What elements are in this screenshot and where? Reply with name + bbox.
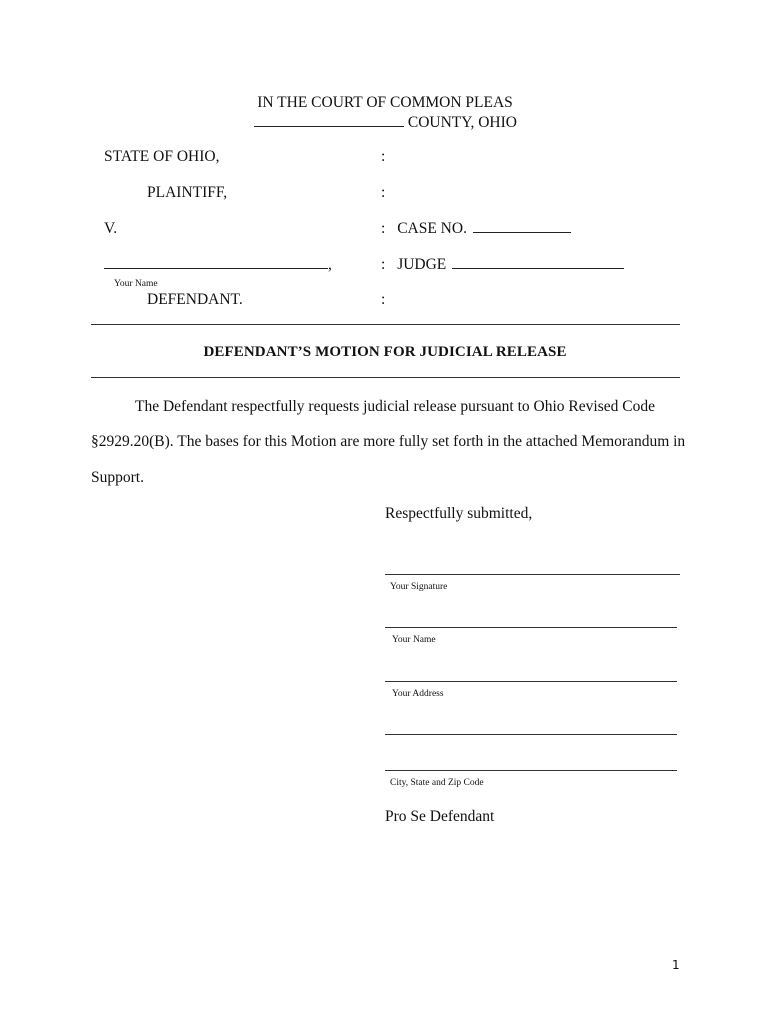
county-blank[interactable] — [254, 126, 404, 127]
judge-label: JUDGE — [397, 256, 447, 273]
caption-colon-4: : — [381, 256, 386, 273]
address-label: Your Address — [392, 689, 444, 699]
name-label: Your Name — [392, 635, 436, 645]
pro-se-label: Pro Se Defendant — [385, 808, 495, 825]
case-no-label: CASE NO. — [397, 220, 467, 237]
name-line[interactable] — [385, 627, 677, 628]
versus-label: V. — [104, 220, 118, 237]
defendant-name-line — [104, 256, 332, 274]
defendant-role: DEFENDANT. — [147, 291, 243, 308]
signature-label: Your Signature — [390, 582, 448, 592]
case-no-blank[interactable] — [473, 232, 571, 233]
county-suffix: COUNTY, OHIO — [407, 114, 517, 131]
body-line-2: §2929.20(B). The bases for this Motion are more fully set forth in the attached Memorandum in — [91, 433, 686, 450]
caption-colon-2: : — [381, 184, 386, 201]
court-heading-line1: IN THE COURT OF COMMON PLEAS — [257, 94, 513, 111]
city-label: City, State and Zip Code — [390, 778, 484, 788]
body-line-1: The Defendant respectfully requests judicial release pursuant to Ohio Revised Code — [135, 398, 655, 415]
plaintiff-role: PLAINTIFF, — [147, 184, 228, 201]
caption-colon-3: : — [381, 220, 386, 237]
caption-colon-1: : — [381, 148, 386, 165]
caption-colon-5: : — [381, 291, 386, 308]
address-line-2[interactable] — [385, 734, 677, 735]
city-line[interactable] — [385, 770, 677, 771]
closing-text: Respectfully submitted, — [385, 505, 533, 522]
defendant-name-hint: Your Name — [114, 279, 158, 289]
signature-line[interactable] — [385, 574, 680, 575]
judge-blank[interactable] — [452, 268, 624, 269]
page-number: 1 — [672, 958, 680, 972]
title-top-rule — [91, 324, 680, 325]
address-line[interactable] — [385, 681, 677, 682]
county-line — [254, 114, 517, 132]
judge-row — [381, 256, 624, 274]
document-title: DEFENDANT’S MOTION FOR JUDICIAL RELEASE — [203, 344, 567, 360]
defendant-comma: , — [328, 256, 332, 273]
case-no-row — [381, 220, 571, 238]
defendant-name-blank[interactable] — [104, 268, 328, 269]
title-bottom-rule — [91, 377, 680, 378]
plaintiff-name: STATE OF OHIO, — [104, 148, 220, 165]
body-line-3: Support. — [91, 469, 144, 486]
